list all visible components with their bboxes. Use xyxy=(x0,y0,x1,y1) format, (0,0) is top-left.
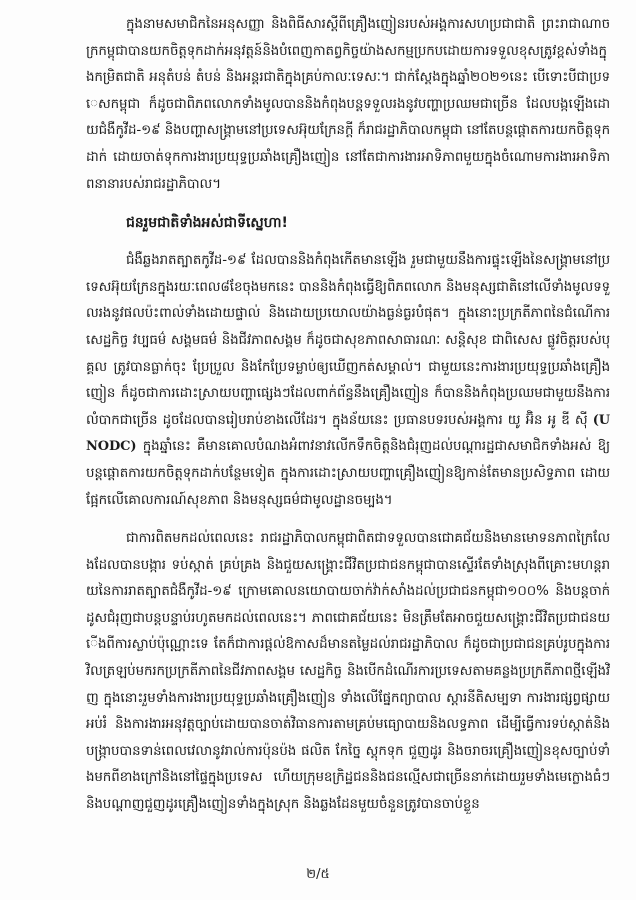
paragraph-covid-impact xyxy=(86,248,610,514)
unodc-acronym: (UNODC) xyxy=(86,412,610,455)
document-body xyxy=(86,12,610,819)
page-number: ២/៥ xyxy=(306,867,330,882)
paragraph-covid-impact-text: ជំងឺឆ្លងរាតត្បាតកូវីដ-១៩ ដែលបាននិងកំពុងកើតមានឡើង រួមជាមួយនឹងការផ្ទុះឡើងនៃសង្គ្រាមនៅប្រទេសអ៊ុយក្រែនក្នុងរយៈពេល៨ខែចុងមកនេះ បាននិងកំពុងធ្វើឱ្យពិភពលោក និងមនុស្សជាតិនៅលើទាំងមូលទទួលរងនូវផលប៉ះពាល់ទាំងដោយផ្ទាល់ និងដោយប្រយោលយ៉ាងធ្ងន់ធ្ងរបំផុត។ ក្នុងនោះប្រក្រតីភាពនៃជំណើការសេដ្ឋកិច្ច វប្បធម៌ សង្គមធម៌ និងជីវភាពសង្គម ក៏ដូចជាសុខភាពសាធារណៈ សន្តិសុខ ជាពិសេស ផ្លូវចិត្តរបស់បុគ្គល ត្រូវបានធ្លាក់ចុះ ប្រែប្រួល និងកែប្រែទម្លាប់ឲ្យឃើញកត់សម្គាល់។ ជាមួយនេះការងារប្រយុទ្ធប្រឆាំងគ្រឿងញៀន ក៏ដូចជាការដោះស្រាយបញ្ហាផ្សេងៗដែលពាក់ព័ន្ធនឹងគ្រឿងញៀន ក៏បាននិងកំពុងប្រឈមជាមួយនឹងការលំបាកជាច្រើន ដូចដែលបានរៀបរាប់ខាងលើដែរ។ ក្នុងន័យនេះ ប្រធានបទរបស់អង្គការ យូ អ៊ិន អូ ឌី ស៊ី xyxy=(86,253,610,428)
paragraph-membership: ក្នុងនាមសមាជិកនៃអនុសញ្ញា និងពិធីសារស្តីពីគ្រឿងញៀនរបស់អង្គការសហប្រជាជាតិ ព្រះរាជាណាចក្រកម្ពុជាបានយកចិត្តទុកដាក់អនុវត្តន៍និងបំពេញកាតព្វកិច្ចយ៉ាងសកម្មប្រកបដោយការទទួលខុសត្រូវខ្ពស់ទាំងក្នុងកម្រិតជាតិ អនុតំបន់ តំបន់ និងអន្តរជាតិក្នុងគ្រប់កាលៈទេសៈ។ ជាក់ស្តែងក្នុងឆ្នាំ២០២១នេះ បើទោះបីជាប្រទេសកម្ពុជា ក៏ដូចជាពិភពលោកទាំងមូលបាននិងកំពុងបន្តទទួលរងនូវបញ្ហាប្រឈមជាច្រើន ដែលបង្កឡើងដោយជំងឺកូវីដ-១៩ និងបញ្ហាសង្គ្រាមនៅប្រទេសអ៊ុយក្រែនក្តី ក៏រាជរដ្ឋាភិបាលកម្ពុជា នៅតែបន្តផ្តោតការយកចិត្តទុកដាក់ ដោយចាត់ទុកការងារប្រយុទ្ធប្រឆាំងគ្រឿងញៀន នៅតែជាការងារអាទិភាពមួយក្នុងចំណោមការងារអាទិភាពនានារបស់រាជរដ្ឋាភិបាល។ xyxy=(86,17,610,192)
paragraph-government-success: ជាការពិតមកដល់ពេលនេះ រាជរដ្ឋាភិបាលកម្ពុជាពិតជាទទួលបានជោគជ័យនិងមានមោទនភាពក្រៃលែងដែលបានបង្ការ ទប់ស្កាត់ គ្រប់គ្រង និងជួយសង្គ្រោះជីវិតប្រជាជនកម្ពុជាបានស្ទើរតែទាំងស្រុងពីគ្រោះមហន្តរាយនៃការរាតត្បាតជំងឺកូវីដ-១៩ ក្រោមគោលនយោបាយចាក់វ៉ាក់សាំងដល់ប្រជាជនកម្ពុជា១០០% និងបន្តចាក់ដូសជំរុញជាបន្តបន្ទាប់រហូតមកដល់ពេលនេះ។ ភាពជោគជ័យនេះ មិនត្រឹមតែអាចជួយសង្គ្រោះជីវិតប្រជាជនយើងពីការស្លាប់ប៉ុណ្ណោះទេ តែក៏ជាការផ្តល់ឱកាសដ៏មានតម្លៃដល់រាជរដ្ឋាភិបាល ក៏ដូចជាប្រជាជនគ្រប់រូបក្នុងការវិលត្រឡប់មករកប្រក្រតីភាពនៃជីវភាពសង្គម សេដ្ឋកិច្ច និងបើកដំណើរការប្រទេសតាមគន្លងប្រក្រតីភាពថ្មីឡើងវិញ ក្នុងនោះរួមទាំងការងារប្រយុទ្ធប្រឆាំងគ្រឿងញៀន ទាំងលើផ្នែកព្យាបាល ស្តារនីតិសម្បទា ការងារផ្សព្វផ្សាយ អប់រំ និងការងារអនុវត្តច្បាប់ដោយបានចាត់វិធានការតាមគ្រប់មធ្យោបាយនិងលទ្ធភាព ដើម្បីធ្វើការទប់ស្កាត់និងបង្ក្រាបបានទាន់ពេលវេលានូវរាល់ការប៉ុនប៉ង ផលិត កែច្នៃ ស្តុកទុក ជួញដូរ និងចរាចរគ្រឿងញៀនខុសច្បាប់ទាំងមកពីខាងក្រៅនិងនៅផ្ទៃក្នុងប្រទេស ហើយក្រុមឧក្រិដ្ឋជននិងជនល្មើសជាច្រើននាក់ដោយរួមទាំងមេក្លោងធំៗ និងបណ្តាញជួញដូរគ្រឿងញៀនទាំងក្នុងស្រុក និងឆ្លងដែនមួយចំនួនត្រូវបានចាប់ខ្លួន xyxy=(86,531,610,813)
salutation-heading: ជនរួមជាតិទាំងអស់ជាទីស្នេហា! xyxy=(126,215,288,232)
paragraph-covid-impact-text-cont: ក្នុងឆ្នាំនេះ គឺមានគោលបំណងអំពាវនាវលើកទឹកចិត្តនិងជំរុញដល់បណ្តារដ្ឋជាសមាជិកទាំងអស់ ឱ្យបន្តផ្តោតការយកចិត្តទុកដាក់បន្ថែមទៀត ក្នុងការដោះស្រាយបញ្ហាគ្រឿងញៀនឱ្យកាន់តែមានប្រសិទ្ធភាព ដោយផ្អែកលើគោលការណ៍សុខភាព និងមនុស្សធម៌ជាមូលដ្ឋានចម្បង។ xyxy=(86,439,610,508)
